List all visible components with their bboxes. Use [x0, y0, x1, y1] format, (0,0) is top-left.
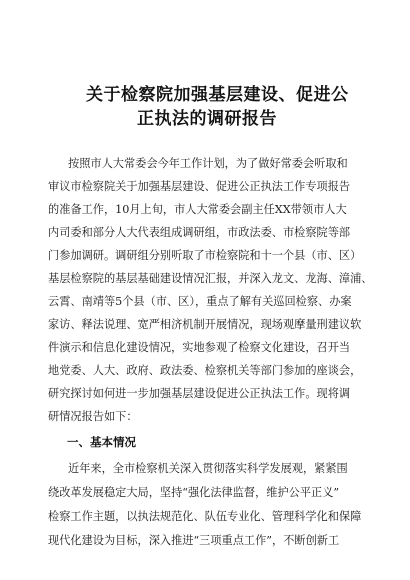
- paragraph-line: 绕改革发展稳定大局，坚持“强化法律监督，维护公平正义”: [48, 486, 340, 499]
- paragraph-line: 基层检察院的基层基础建设情况汇报，并深入龙文、龙海、漳浦、: [48, 272, 373, 285]
- paragraph-line: 检察工作主题，以执法规范化、队伍专业化、管理科学化和保障: [48, 510, 362, 523]
- paragraph-line: 门参加调研。调研组分别听取了市检察院和十一个县（市、区）: [48, 249, 362, 262]
- paragraph-line: 审议市检察院关于加强基层建设、促进公正执法工作专项报告: [48, 180, 351, 193]
- section-heading: 一、基本情况: [67, 435, 136, 449]
- document-title-line-2: 正执法的调研报告: [137, 109, 277, 129]
- paragraph-line: 近年来，全市检察机关深入贯彻落实科学发展观，紧紧围: [68, 462, 348, 475]
- document-title-line-1: 关于检察院加强基层建设、促进公: [86, 85, 349, 105]
- paragraph-line: 家访、释法说理、宽严相济机制开展情况，现场观摩量刑建议软: [48, 318, 362, 331]
- paragraph-line: 云霄、南靖等5个县（市、区），重点了解有关巡回检察、办案: [48, 295, 352, 308]
- paragraph-line: 内司委和部分人大代表组成调研组，市政法委、市检察院等部: [48, 226, 351, 239]
- paragraph-line: 的准备工作，10月上旬，市人大常委会副主任XX带领市人大: [48, 203, 347, 216]
- paragraph-line: 地党委、人大、政府、政法委、检察机关等部门参加的座谈会，: [48, 364, 362, 377]
- paragraph-line: 研情况报告如下：: [48, 410, 138, 423]
- paragraph-line: 研究探讨如何进一步加强基层建设促进公正执法工作。现将调: [48, 387, 351, 400]
- paragraph-line: 件演示和信息化建设情况，实地参观了检察文化建设，召开当: [48, 341, 351, 354]
- paragraph-line: 按照市人大常委会今年工作计划，为了做好常委会听取和: [68, 157, 348, 170]
- paragraph-line: 现代化建设为目标，深入推进“三项重点工作”，不断创新工: [48, 534, 340, 547]
